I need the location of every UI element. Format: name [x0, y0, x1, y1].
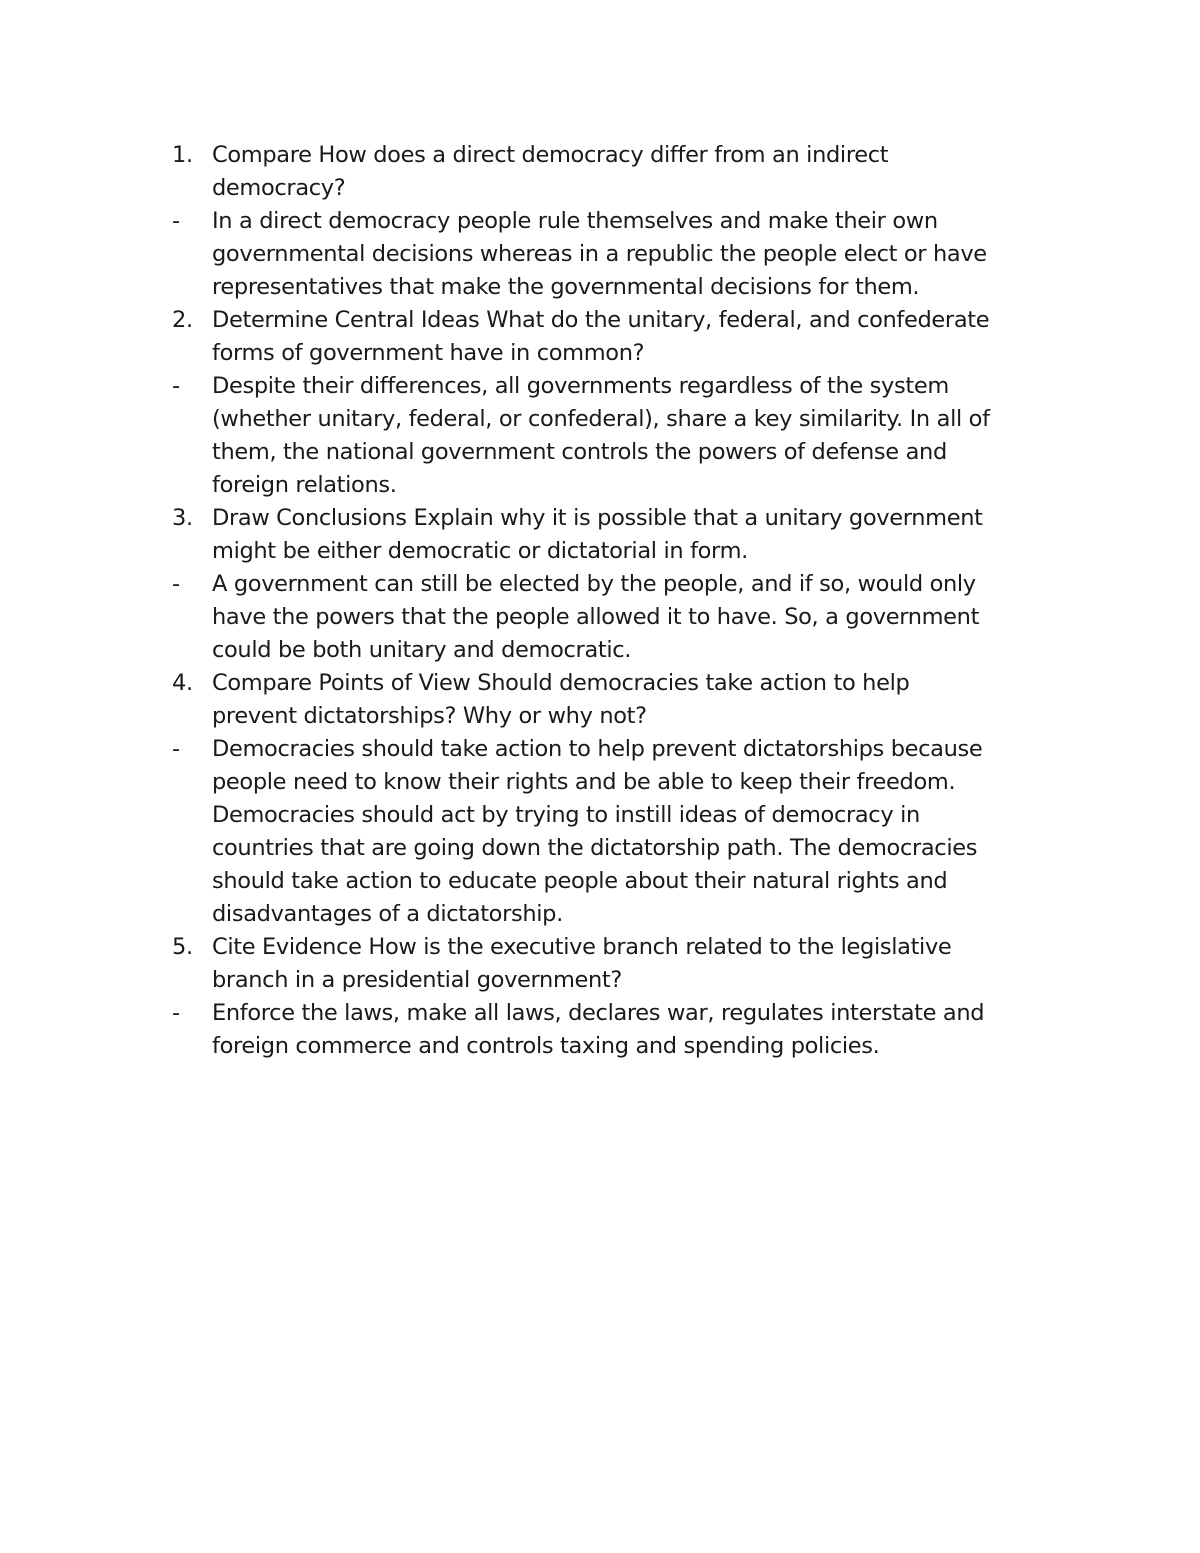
list-number: 1. [172, 142, 193, 168]
answer-text: Despite their differences, all governments regardless of the system (whether unitary, federal, or confederal), share a key similarity. In all of them, the national government controls the powers of defense and foreign relations. [212, 373, 990, 498]
question-5 [172, 931, 1052, 997]
list-number: 3. [172, 505, 193, 531]
dash-bullet: - [172, 373, 180, 399]
question-text: Cite Evidence How is the executive branch related to the legislative branch in a presidential government? [212, 934, 952, 993]
question-2 [172, 304, 1052, 370]
question-3 [172, 502, 1052, 568]
answer-text: Democracies should take action to help prevent dictatorships because people need to know their rights and be able to keep their freedom. Democracies should act by trying to instill ideas of democracy in countries that are going down the dictatorship path. The democracies should take action to educate people about their natural rights and disadvantages of a dictatorship. [212, 736, 983, 927]
answer-text: In a direct democracy people rule themselves and make their own governmental decisions whereas in a republic the people elect or have representatives that make the governmental decisions for them. [212, 208, 987, 300]
answer-2 [172, 370, 1052, 502]
document-body [172, 139, 1052, 1063]
question-4 [172, 667, 1052, 733]
answer-4 [172, 733, 1052, 931]
answer-5 [172, 997, 1052, 1063]
list-number: 5. [172, 934, 193, 960]
answer-3 [172, 568, 1052, 667]
question-text: Determine Central Ideas What do the unitary, federal, and confederate forms of government have in common? [212, 307, 990, 366]
question-text: Compare How does a direct democracy differ from an indirect democracy? [212, 142, 889, 201]
question-text: Compare Points of View Should democracies take action to help prevent dictatorships? Why or why not? [212, 670, 910, 729]
dash-bullet: - [172, 571, 180, 597]
dash-bullet: - [172, 736, 180, 762]
list-number: 2. [172, 307, 193, 333]
dash-bullet: - [172, 1000, 180, 1026]
dash-bullet: - [172, 208, 180, 234]
answer-text: A government can still be elected by the people, and if so, would only have the powers that the people allowed it to have. So, a government could be both unitary and democratic. [212, 571, 980, 663]
question-text: Draw Conclusions Explain why it is possible that a unitary government might be either democratic or dictatorial in form. [212, 505, 983, 564]
list-number: 4. [172, 670, 193, 696]
question-1 [172, 139, 1052, 205]
answer-text: Enforce the laws, make all laws, declares war, regulates interstate and foreign commerce and controls taxing and spending policies. [212, 1000, 985, 1059]
answer-1 [172, 205, 1052, 304]
